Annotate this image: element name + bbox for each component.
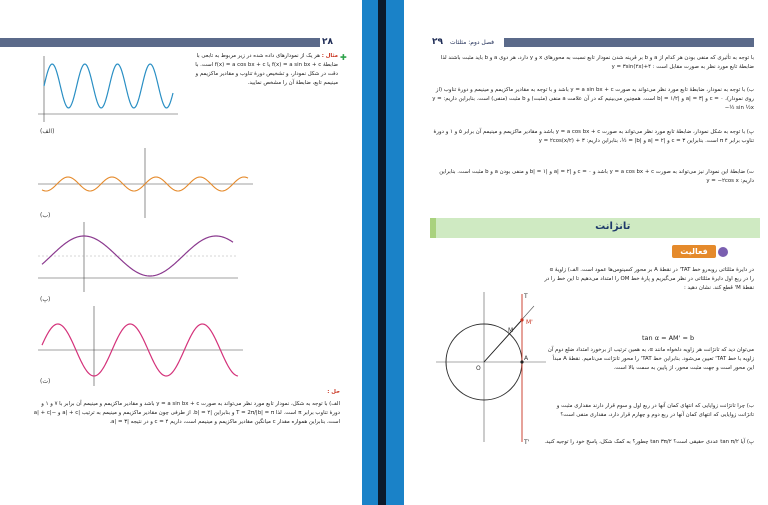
activity-badge: فعالیت xyxy=(672,245,716,258)
caption-alef: (الف) xyxy=(40,128,55,135)
section-tangent xyxy=(430,218,760,238)
caption-be: (ب) xyxy=(40,212,51,219)
left-header-bar xyxy=(0,38,320,47)
right-header-title: فصل دوم: مثلثات xyxy=(450,39,495,46)
tan-formula: tan α = AM' = b xyxy=(642,334,695,342)
solution-label: حل : xyxy=(327,389,340,395)
plus-icon: ✚ xyxy=(340,53,347,62)
label-A: A xyxy=(524,355,529,362)
section-title: تانژانت xyxy=(595,221,631,232)
para-1: با توجه به تأثیری که منفی بودن هر کدام از a و b بر قرینه شدن نمودار تابع نسبت به محورهای x و y دارد، هر دوی a و b باید مثبت باشند لذا ضابطهٔ تابع مورد نظر به صورت مقابل است : y = ۳sin(۲x)+۴ xyxy=(440,55,754,70)
right-page xyxy=(404,0,768,505)
solution-text: الف) با توجه به شکل، نمودار تابع مورد نظر می‌تواند به صورت y = a sin bx + c باشد و مقادیر ماکزیمم و مینیمم آن برابر با ۷ و ۱ و دورهٔ تناوب برابر π است. لذا T = 2π/|b| = π و بنابراین |b| = ۲. از طرفی چون مقادیر ماکزیمم و مینیمم به ترتیب |a| + c و −|a| + c است، بنابراین همواره مقدار c میانگین مقادیر ماکزیمم و مینیمم است، داریم c = ۴ و در نتیجه |a| = ۳. xyxy=(33,401,340,425)
example-block xyxy=(186,52,338,88)
para-3: پ) با توجه به شکل نمودار، ضابطهٔ تابع مورد نظر می‌تواند به صورت y = a cos bx + c باشد و مقادیر ماکزیمم و مینیمم آن برابر ۵ و ۱ و دورهٔ تناوب برابر π ۴ است. بنابراین c = ۳ و |a| = ۲ و |b| = ½، بنابراین داریم: y = ۲cos(x/۲) + ۳ xyxy=(433,129,754,144)
left-page-number: ۲۸ xyxy=(322,37,333,47)
graph-be xyxy=(38,148,253,218)
right-header-bar xyxy=(504,38,754,47)
activity-text-3: ب) چرا تانژانت زوایایی که انتهای کمان آنها در ربع اول و سوم قرار دارند مقداری مثبت و تانژانت زوایایی که انتهای کمان آنها در ربع دوم و چهارم قرار دارد، مقداری منفی است؟ xyxy=(556,403,754,418)
label-Tp: T' xyxy=(524,439,530,446)
unit-circle-diagram xyxy=(436,292,546,452)
activity-text: در دایرهٔ مثلثاتی روبه‌رو خط TAT' در نقطهٔ A بر محور کسینوس‌ها عمود است. الف) زاویهٔ α را در ربع اول دایرهٔ مثلثاتی در نظر می‌گیریم و پارهٔ خط OM را امتداد می‌دهیم تا این خط را در نقطهٔ M' قطع کند. نشان دهید : xyxy=(544,267,754,291)
left-page xyxy=(0,0,362,505)
para-4: ت) ضابطهٔ این نمودار نیز می‌تواند به صورت y = a cos bx + c باشد و c = ۰ و |a| = ۲ و |b| = ۱ و منفی بودن a و b مثبت است. بنابراین داریم: y = −۲cos x xyxy=(439,169,754,184)
label-O: O xyxy=(476,365,481,372)
label-T: T xyxy=(524,293,528,300)
example-text: هر یک از نمودارهای داده شده در زیر مربوط به تابعی با ضابطهٔ f(x) = a sin bx + c یا f(x) = a cos bx + c است. با دقت در شکل نمودار، و تشخیص دورهٔ تناوب و مقادیر ماکزیمم و مینیمم تابع، ضابطهٔ آن را مشخص نمایید. xyxy=(195,53,338,86)
graph-alef xyxy=(38,56,178,126)
spine-right xyxy=(386,0,404,505)
spine-left xyxy=(362,0,378,505)
caption-te: (ت) xyxy=(40,378,51,385)
graph-te xyxy=(38,306,243,386)
label-M: M xyxy=(508,327,514,334)
activity-icon xyxy=(718,247,728,257)
example-label: مثال : xyxy=(321,53,338,59)
right-page-number: ۲۹ xyxy=(432,37,443,47)
graph-pe xyxy=(38,222,238,292)
label-Mp: M' xyxy=(526,319,533,326)
activity-text-4: پ) آیا tan π/۲ عددی حقیقی است؟ tan ۳π/۲ چطور؟ به کمک شکل، پاسخ خود را توجیه کنید. xyxy=(544,439,754,445)
para-2: ب) با توجه به نمودار، ضابطهٔ تابع مورد نظر می‌تواند به صورت y = a sin bx + c باشد و با توجه به مقادیر ماکزیمم و مینیمم و دورهٔ تناوب (از روی نمودار)، c = ۰ و |a| = ۳ و |b| = ۱/۲ است. همچنین می‌بینیم که در آن علامت a منفی (مثبت) و b مثبت (منفی) است. بنابراین داریم: y = −½ sin ½x xyxy=(432,87,754,111)
activity-text-2: می‌توان دید که تانژانت هر زاویه دلخواه مانند α، به همین ترتیب از برخورد امتداد ضلع دوم آن زاویه با خط TAT' تعیین می‌شود. بنابراین خط TAT' را محور تانژانت می‌نامیم. نقطهٔ A مبدأ این محور است و جهت مثبت محور، از پایین به سمت بالا است. xyxy=(547,347,754,371)
caption-pe: (پ) xyxy=(40,296,51,303)
spine-gutter xyxy=(378,0,386,505)
